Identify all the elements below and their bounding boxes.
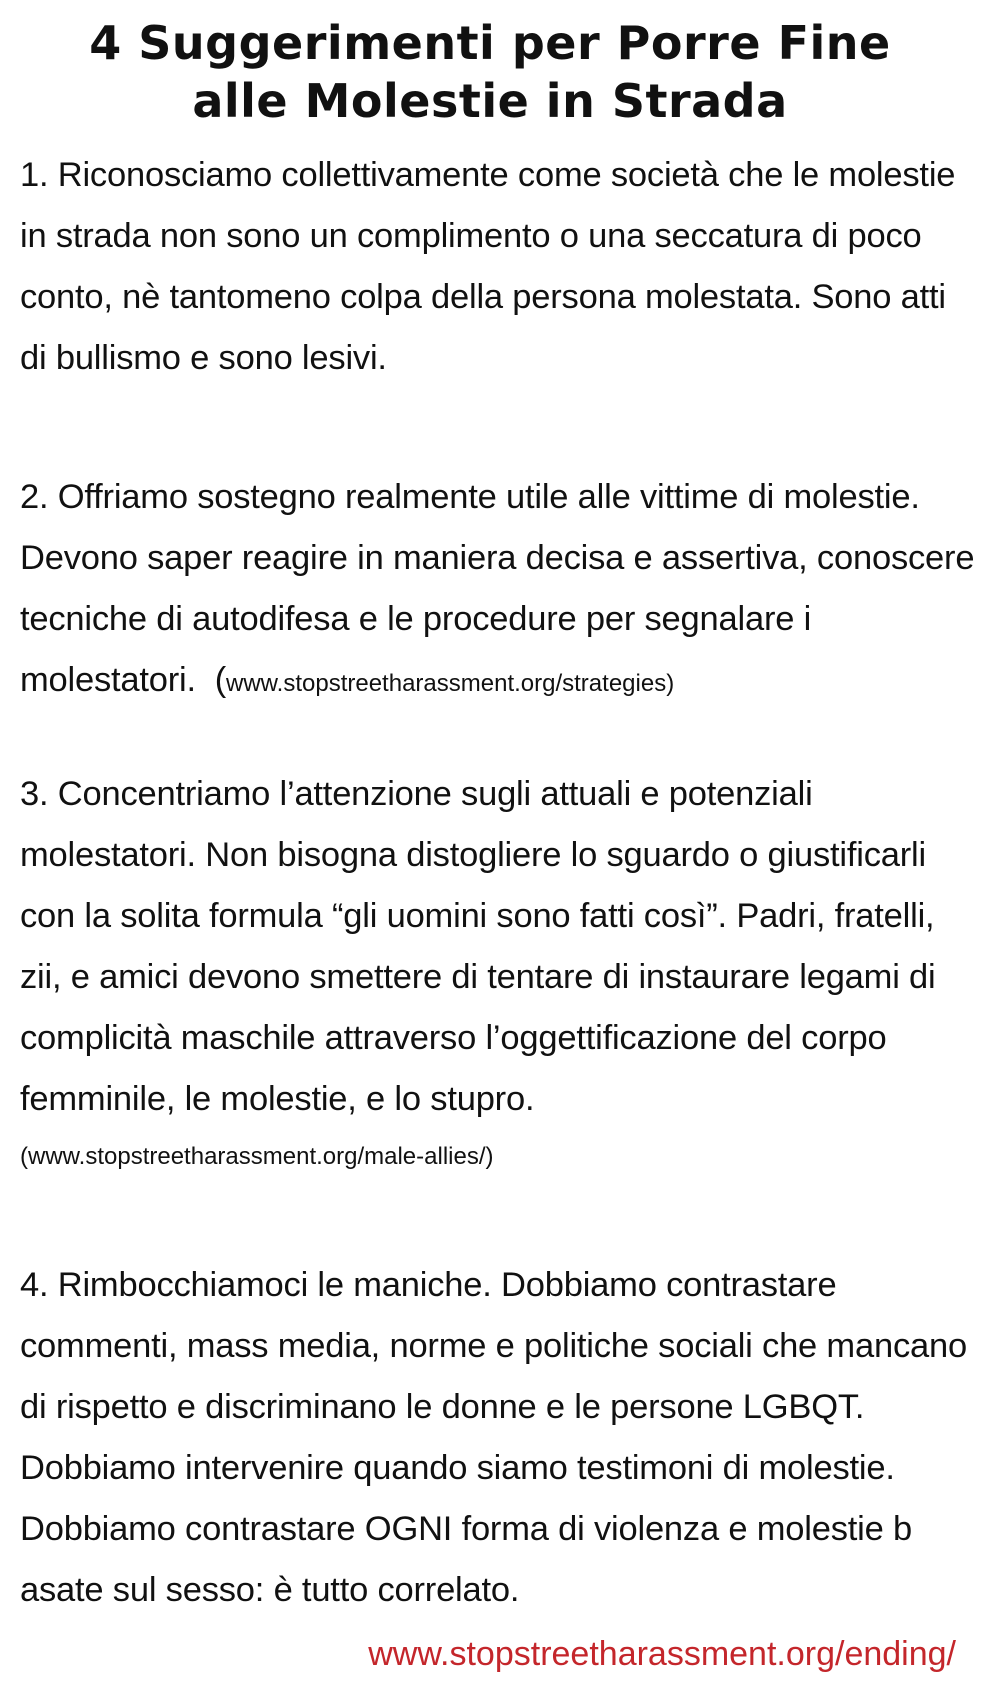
tip-2-line-1: 2. Offriamo sostegno realmente utile alle vittime di molestie. bbox=[20, 478, 920, 516]
tip-2-line-4 bbox=[20, 650, 980, 714]
page-title-line-2: alle Molestie in Strada bbox=[192, 74, 788, 128]
ending-link[interactable]: www.stopstreetharassment.org/ending/ bbox=[368, 1635, 956, 1673]
tip-4-line-6: asate sul sesso: è tutto correlato. bbox=[20, 1571, 520, 1609]
tip-4-line-2: commenti, mass media, norme e politiche sociali che mancano bbox=[20, 1327, 967, 1365]
tip-3-line-5: complicità maschile attraverso l’oggettificazione del corpo bbox=[20, 1019, 887, 1057]
tip-1-line-4: di bullismo e sono lesivi. bbox=[20, 339, 387, 377]
tip-1-line-2: in strada non sono un complimento o una seccatura di poco bbox=[20, 217, 922, 255]
tip-3-line-6: femminile, le molestie, e lo stupro. bbox=[20, 1080, 535, 1118]
tip-4-line-4: Dobbiamo intervenire quando siamo testimoni di molestie. bbox=[20, 1449, 895, 1487]
tip-4-line-1: 4. Rimbocchiamoci le maniche. Dobbiamo contrastare bbox=[20, 1266, 837, 1304]
tip-3-line-1: 3. Concentriamo l’attenzione sugli attuali e potenziali bbox=[20, 775, 813, 813]
strategies-link-open-paren: ( bbox=[214, 661, 226, 699]
strategies-link[interactable]: www.stopstreetharassment.org/strategies) bbox=[226, 670, 675, 697]
tip-3-line-4: zii, e amici devono smettere di tentare di instaurare legami di bbox=[20, 958, 936, 996]
tip-3-line-3: con la solita formula “gli uomini sono fatti così”. Padri, fratelli, bbox=[20, 897, 935, 935]
tip-4-line-3: di rispetto e discriminano le donne e le persone LGBQT. bbox=[20, 1388, 865, 1426]
page-title bbox=[0, 14, 980, 130]
tip-2-line-3: tecniche di autodifesa e le procedure per segnalare i bbox=[20, 600, 812, 638]
tip-2-line-2: Devono saper reagire in maniera decisa e assertiva, conoscere bbox=[20, 539, 975, 577]
tip-4 bbox=[20, 1255, 980, 1621]
tip-3 bbox=[20, 764, 980, 1130]
tip-4-line-5: Dobbiamo contrastare OGNI forma di violenza e molestie b bbox=[20, 1510, 912, 1548]
tip-1-line-1: 1. Riconosciamo collettivamente come società che le molestie bbox=[20, 156, 956, 194]
tip-2 bbox=[20, 467, 980, 714]
male-allies-link[interactable]: (www.stopstreetharassment.org/male-allies/) bbox=[20, 1143, 494, 1170]
tip-1-line-3: conto, nè tantomeno colpa della persona molestata. Sono atti bbox=[20, 278, 946, 316]
tip-1 bbox=[20, 145, 980, 389]
page-title-line-1: 4 Suggerimenti per Porre Fine bbox=[89, 16, 891, 70]
tip-3-line-2: molestatori. Non bisogna distogliere lo sguardo o giustificarli bbox=[20, 836, 926, 874]
tip-2-line-4-text: molestatori. bbox=[20, 661, 196, 699]
